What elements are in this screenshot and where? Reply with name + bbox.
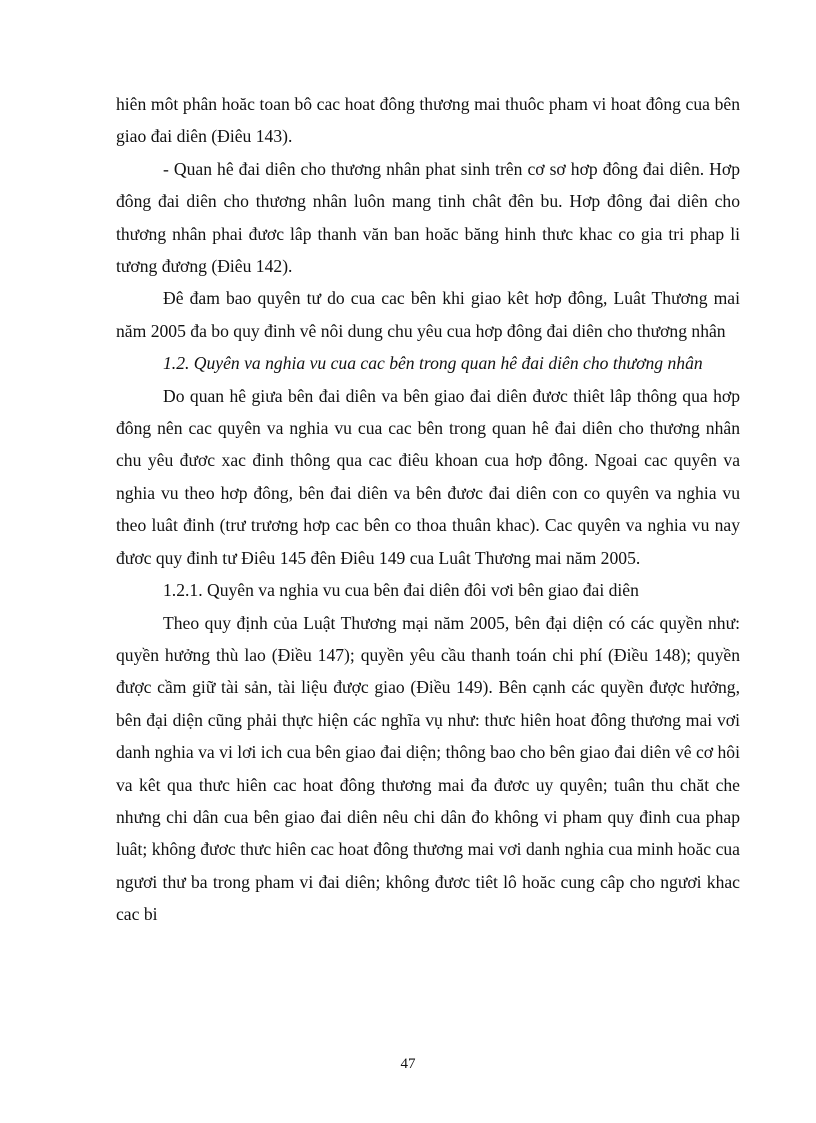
paragraph-agency-basis: - Quan hê đai diên cho thương nhân phat sinh trên cơ sơ hơp đông đai diên. Hơp đông đai diên cho thương nhân luôn mang tinh chât đên bu. Hơp đông đai diên cho thương nhân phai đươc lâp thanh văn ban hoăc băng hinh thưc khac co gia tri phap li tương đương (Điêu 142). <box>116 158 740 277</box>
document-body <box>116 88 740 931</box>
section-heading-1-2-1: 1.2.1. Quyên va nghia vu cua bên đai diên đôi vơi bên giao đai diên <box>163 580 639 601</box>
paragraph-rights-obligations: Do quan hê giưa bên đai diên va bên giao đai diên đươc thiêt lâp thông qua hơp đông nên cac quyên va nghia vu cua cac bên trong quan hê đai diên cho thương nhân chu yêu đươc xac đinh thông qua cac điêu khoan cua hơp đông. Ngoai cac quyên va nghia vu theo hơp đông, bên đai diên va bên đươc đai diên con co quyên va nghia vu theo luât đinh (trư trương hơp cac bên co thoa thuân khac). Cac quyên va nghia vu nay đươc quy đinh tư Điêu 145 đên Điêu 149 cua Luât Thương mai năm 2005. <box>116 385 740 568</box>
section-heading-1-2: 1.2. Quyên va nghia vu cua cac bên trong quan hê đai diên cho thương nhân <box>163 353 703 374</box>
paragraph-agent-rights: Theo quy định của Luật Thương mại năm 2005, bên đại diện có các quyền như: quyền hưởng thù lao (Điều 147); quyền yêu cầu thanh toán chi phí (Điều 148); quyền được cầm giữ tài sản, tài liệu được giao (Điều 149). Bên cạnh các quyền được hưởng, bên đại diện cũng phải thực hiện các nghĩa vụ như: thưc hiên hoat đông thương mai vơi danh nghia va vi lơi ich cua bên giao đai diện; thông bao cho bên giao đai diên vê cơ hôi va kêt qua thưc hiên cac hoat đông thương mai đa đươc uy quyên; tuân thu chăt che nhưng chi dân cua bên giao đai diên nêu chi dân đo không vi pham quy đinh cua phap luât; không đươc thưc hiên cac hoat đông thương mai vơi danh nghia cua minh hoăc cua ngươi thư ba trong pham vi đai diên; không đươc tiêt lô hoăc cung câp cho ngươi khac cac bi <box>116 612 740 925</box>
page-number: 47 <box>400 1056 416 1072</box>
paragraph-continuation: hiên môt phân hoăc toan bô cac hoat đông thương mai thuôc pham vi hoat đông cua bên giao đai diên (Điêu 143). <box>116 94 740 147</box>
paragraph-freedom-of-contract: Đê đam bao quyên tư do cua cac bên khi giao kêt hơp đông, Luât Thương mai năm 2005 đa bo quy đinh vê nôi dung chu yêu cua hơp đông đai diên cho thương nhân <box>116 288 740 341</box>
